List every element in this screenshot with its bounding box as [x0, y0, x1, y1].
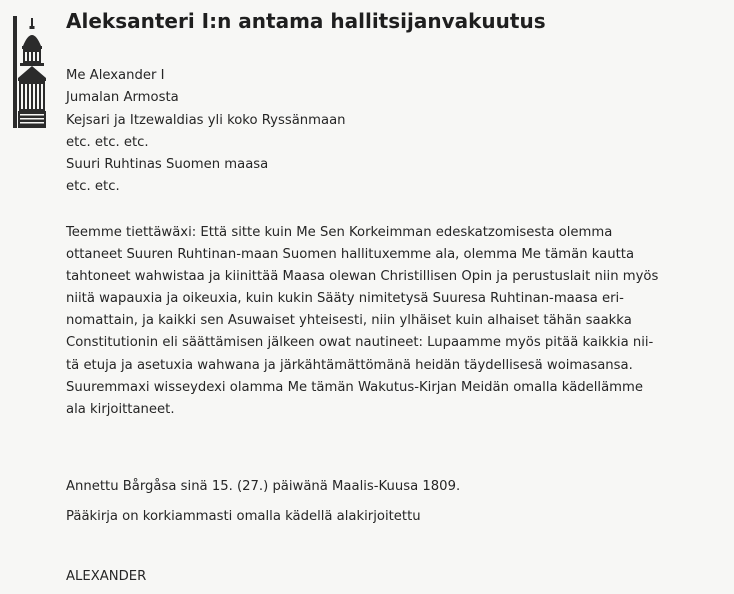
body-line: tä etuja ja asetuxia wahwana ja järkähtämättömänä heidän täydellisesä woimasansa. — [66, 357, 633, 373]
signature-name: ALEXANDER — [66, 569, 147, 584]
sovereign-heading — [66, 65, 346, 199]
heading-line: Suuri Ruhtinas Suomen maasa — [66, 157, 269, 173]
page-title: Aleksanteri I:n antama hallitsijanvakuutus — [66, 9, 546, 33]
body-line: nomattain, ja kaikki sen Asuwaiset yhteisesti, niin ylhäiset kuin alhaiset tähän saakka — [66, 313, 632, 329]
date-line: Annettu Bårgåsa sinä 15. (27.) päiwänä Maalis-Kuusa 1809. — [66, 479, 461, 494]
heading-line: Kejsari ja Itzewaldias yli koko Ryssänmaan — [66, 112, 346, 128]
heading-line: etc. etc. — [66, 179, 120, 195]
heading-line: Jumalan Armosta — [66, 90, 179, 106]
heading-line: Me Alexander I — [66, 68, 165, 83]
body-line: Teemme tiettäwäxi: Että sitte kuin Me Sen Korkeimman edeskatzomisesta olemma — [66, 225, 613, 240]
body-line: niitä wapauxia ja oikeuxia, kuin kukin Sääty nimitetysä Suuresa Ruhtinan-maasa eri- — [66, 291, 624, 307]
body-line: ala kirjoittaneet. — [66, 401, 175, 417]
declaration-paragraph — [66, 222, 658, 421]
body-line: Suuremmaxi wisseydexi olamma Me tämän Wakutus-Kirjan Meidän omalla kädellämme — [66, 379, 643, 395]
heading-line: etc. etc. etc. — [66, 134, 149, 150]
body-line: ottaneet Suuren Ruhtinan-maan Suomen hallituxemme ala, olemma Me tämän kautta — [66, 247, 635, 263]
body-line: Constitutionin eli säättämisen jälkeen owat nautineet: Lupaamme myös pitää kaikkia nii- — [66, 335, 654, 351]
body-line: tahtoneet wahwistaa ja kiinittää Maasa olewan Christillisen Opin ja perustuslait niin myös — [66, 269, 659, 285]
cathedral-dome-icon — [13, 16, 51, 128]
signature-note: Pääkirja on korkiammasti omalla kädellä alakirjoitettu — [66, 509, 421, 524]
